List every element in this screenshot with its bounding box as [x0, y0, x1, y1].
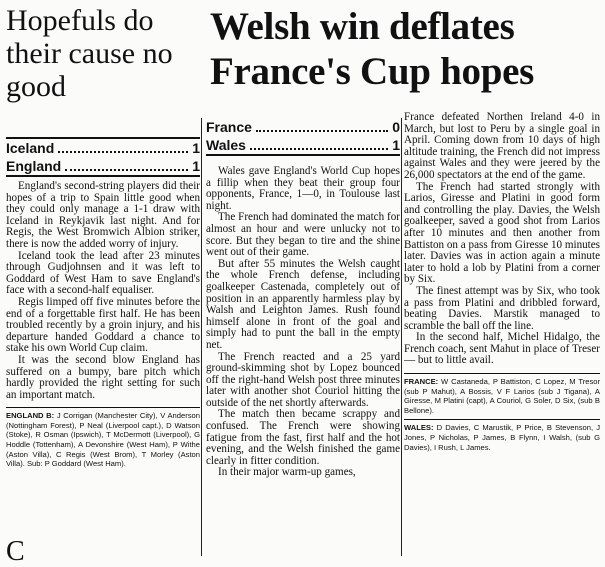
team-name: Wales [206, 137, 246, 153]
lineup-rule [404, 419, 600, 420]
france-lineup [404, 377, 600, 415]
column-divider [201, 118, 202, 556]
score-line-france [206, 118, 400, 136]
wales-lineup [404, 423, 600, 452]
leader-dots [256, 130, 388, 132]
paragraph: The finest attempt was by Six, who took a pass from Platini and dribbled forward, beating Davies. Marstik managed to scramble the ball off the line. [404, 284, 600, 332]
paragraph: But after 55 minutes the Welsh caught the whole French defense, including goalkeeper Castenada, completely out of position in an apparently harmless play by Walsh and Leighton James. Rush found himself alone in front of the goal and simply had to punt the ball in the empty net. [206, 257, 400, 351]
lineup-rule [6, 407, 200, 408]
team-goals: 1 [392, 137, 400, 153]
left-story-column [6, 137, 200, 469]
paragraph: The French had started strongly with Larios, Giresse and Platini in good form and controlling the play. Davies, the Welsh goalkeeper, saved a good shot from Larios after 10 minutes and then another from Battiston on a pass from Giresse 10 minutes later. Davies was in action again a minute later to hold a lob by Platini from a corner by Six. [404, 180, 600, 286]
next-story-cut-letter: C [6, 536, 25, 567]
team-name: France [206, 119, 252, 135]
left-story-body [6, 181, 200, 401]
lineup-text: D Davies, C Marustik, P Price, B Stevenson, J Jones, P Nicholas, P James, B Flynn, I Walsh, (sub G Davies), I Rush, L James. [404, 423, 600, 452]
score-line-wales [206, 136, 400, 154]
team-goals: 1 [192, 158, 200, 174]
paragraph: Wales gave England's World Cup hopes a fillip when they beat their group four opponents, France, 1—0, in Toulouse last night. [206, 165, 400, 212]
score-line-england [6, 157, 200, 175]
paragraph: The match then became scrappy and confused. The French were showing fatigue from the fast, first half and the hot evening, and the Welsh finished the game clearly in fitter condition. [206, 408, 400, 467]
main-story-column-1 [206, 118, 400, 479]
team-goals: 0 [392, 119, 400, 135]
paragraph: Regis limped off five minutes before the end of a forgettable first half. He has been troubled recently by a groin injury, and his departure handed Goddard a chance to stake his own World Cup claim. [6, 295, 200, 355]
team-name: England [6, 158, 62, 174]
paragraph: Iceland took the lead after 23 minutes through Gudjohnsen and it was left to Goddard of West Ham to save England's face with a second-half equaliser. [6, 249, 200, 297]
team-name: Iceland [6, 140, 55, 156]
paragraph: In the second half, Michel Hidalgo, the French coach, sent Mahut in place of Treser — but to little avail. [404, 331, 600, 367]
leader-dots [58, 151, 188, 153]
main-story-body-1 [206, 166, 400, 479]
score-rule [206, 154, 400, 156]
lineup-label: ENGLAND B: [6, 411, 55, 421]
lineup-text: W Castaneda, P Battiston, C Lopez, M Tresor (sub P Mahut), A Bossis, V F Larios (sub J Tigana), A Giresse, M Platini (capt), A Couriol, G Soler, D Six, (sub B Bellone). [404, 377, 600, 415]
paragraph: The French reacted and a 25 yard ground-skimming shot by Lopez bounced off the right-hand Welsh post three minutes later with another shot Couriol hitting the outside of the net shortly afterwards. [206, 350, 400, 409]
paragraph: France defeated Northen Ireland 4-0 in March, but lost to Peru by a single goal in April. Coming down from 10 days of high altitude training, the French did not impress against Wales and they were jeered by the 26,000 spectators at the end of the game. [404, 111, 600, 181]
paragraph: It was the second blow England has suffered on a bumpy, bare pitch which hardly provided the right setting for such an important match. [6, 353, 200, 401]
lineup-text: J Corrigan (Manchester City), V Anderson (Nottingham Forest), P Neal (Liverpool capt.), D Watson (Stoke), R Osman (Ipswich), T McDermott (Liverpool), G Hoddle (Tottenham), A Devonshire (West Ham), P Withe (Aston Villa), C Regis (West Brom), T Morley (Aston Villa). Sub: P Goddard (West Ham). [6, 411, 200, 469]
column-divider [401, 118, 402, 556]
lineup-rule [404, 373, 600, 374]
leader-dots [250, 148, 388, 150]
main-headline: Welsh win deflates France's Cup hopes [210, 5, 534, 93]
score-rule [6, 175, 200, 177]
leader-dots [65, 169, 188, 171]
score-line-iceland [6, 139, 200, 157]
lineup-label: WALES: [404, 423, 434, 433]
lineup-label: FRANCE: [404, 377, 439, 387]
paragraph: England's second-string players did their hopes of a trip to Spain little good when they could only manage a 1-1 draw with Iceland in Reykjavik last night. And for Regis, the West Bromwich Albion striker, there is now the added worry of injury. [6, 180, 200, 250]
main-story-body-2 [404, 112, 600, 367]
main-story-column-2 [404, 112, 600, 452]
left-headline: Hopefuls do their cause no good [6, 4, 173, 103]
paragraph: The French had dominated the match for almost an hour and were unlucky not to score. But they began to tire and the shine went out of their game. [206, 211, 400, 259]
paragraph: In their major warm-up games, [218, 466, 356, 479]
team-goals: 1 [192, 140, 200, 156]
england-lineup [6, 411, 200, 469]
